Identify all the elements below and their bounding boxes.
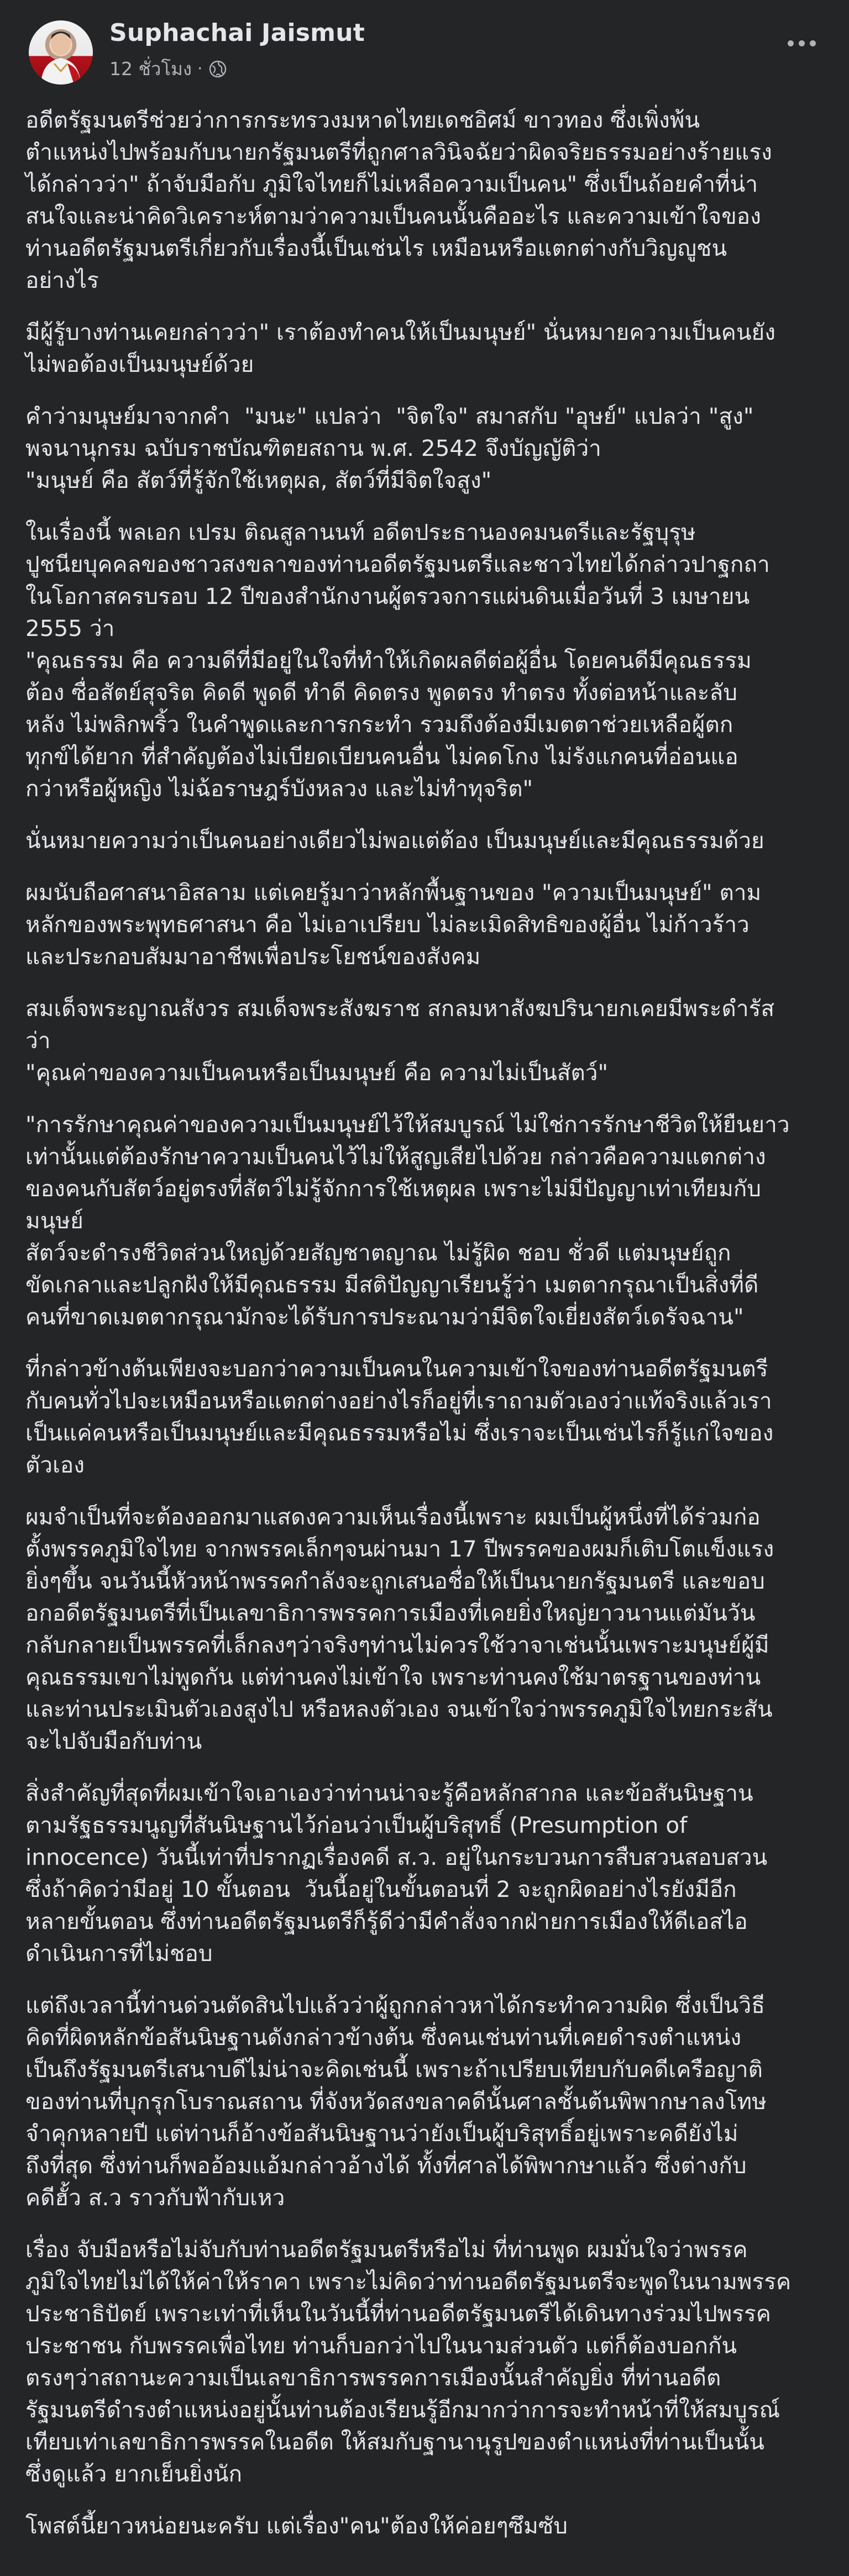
paragraph: "การรักษาคุณค่าของความเป็นมนุษย์ไว้ให้สมบูรณ์ ไม่ใช่การรักษาชีวิตให้ยืนยาว เท่านั้นแต่ต้องรักษาความเป็นคนไว้ไม่ให้สูญเสียไปด้วย กล่าวคือความแตกต่าง ของคนกับสัตว์อยู่ตรงที่สัตว์ไม่รู้จักการใช้เหตุผล เพราะไม่มีปัญญาเท่าเทียมกับ มนุษย์ สัตว์จะดำรงชีวิตส่วนใหญ่ด้วยสัญชาตญาณ ไม่รู้ผิด ชอบ ชั่วดี แต่มนุษย์ถูก ขัดเกลาและปลูกฝังให้มีคุณธรรม มีสติปัญญาเรียนรู้ว่า เมตตากรุณาเป็นสิ่งที่ดี คนที่ขาดเมตตากรุณามักจะได้รับการประณามว่ามีจิตใจเยี่ยงสัตว์เดรัจฉาน"	[25, 1111, 790, 1330]
paragraph: แต่ถึงเวลานี้ท่านด่วนตัดสินไปแล้วว่าผู้ถูกกล่าวหาได้กระทำความผิด ซึ่งเป็นวิธี คิดที่ผิดหลักข้อสันนิษฐานดังกล่าวข้างต้น ซึ่งคนเช่นท่านที่เคยดำรงตำแหน่ง เป็นถึงรัฐมนตรีเสนาบดีไม่น่าจะคิดเช่นนี้ เพราะถ้าเปรียบเทียบกับคดีเครือญาติ ของท่านที่บุกรุกโบราณสถาน ที่จังหวัดสงขลาคดีนั้นศาลชั้นต้นพิพากษาลงโทษ จำคุกหลายปี แต่ท่านก็อ้างข้อสันนิษฐานว่ายังเป็นผู้บริสุทธิ์อยู่เพราะคดียังไม่ ถึงที่สุด ซึ่งท่านก็พออ้อมแอ้มกล่าวอ้างได้ ทั้งที่ศาลได้พิพากษาแล้ว ซึ่งต่างกับ คดีฮั้ว ส.ว ราวกับฟ้ากับเหว	[25, 1992, 767, 2211]
paragraph: นั่นหมายความว่าเป็นคนอย่างเดียวไม่พอแต่ต้อง เป็นมนุษย์และมีคุณธรรมด้วย	[25, 827, 764, 854]
post-timestamp[interactable]: 12 ชั่วโมง	[109, 58, 192, 80]
author-name[interactable]: Suphachai Jaismut	[109, 19, 365, 47]
paragraph: เรื่อง จับมือหรือไม่จับกับท่านอดีตรัฐมนตรีหรือไม่ ที่ท่านพูด ผมมั่นใจว่าพรรค ภูมิใจไทยไม่ได้ให้ค่าให้ราคา เพราะไม่คิดว่าท่านอดีตรัฐมนตรีจะพูดในนามพรรค ประชาธิปัตย์ เพราะเท่าที่เห็นในวันนี้ที่ท่านอดีตรัฐมนตรีได้เดินทางร่วมไปพรรค ประชาชน กับพรรคเพื่อไทย ท่านก็บอกว่าไปในนามส่วนตัว แต่ก็ต้องบอกกัน ตรงๆว่าสถานะความเป็นเลขาธิการพรรคการเมืองนั้นสำคัญยิ่ง ที่ท่านอดีต รัฐมนตรีดำรงตำแหน่งอยู่นั้นท่านต้องเรียนรู้อีกมากว่าการจะทำหน้าที่ให้สมบูรณ์ เทียบเท่าเลขาธิการพรรคในอดีต ให้สมกับฐานานุรูปของตำแหน่งที่ท่านเป็นนั้น ซึ่งดูแล้ว ยากเย็นยิ่งนัก	[25, 2236, 792, 2487]
paragraph: คำว่ามนุษย์มาจากคำ "มนะ" แปลว่า "จิตใจ" สมาสกับ "อุษย์" แปลว่า "สูง" พจนานุกรม ฉบับราชบัณฑิตยสถาน พ.ศ. 2542 จึงบัญญัติว่า "มนุษย์ คือ สัตว์ที่รู้จักใช้เหตุผล, สัตว์ที่มีจิตใจสูง"	[25, 403, 754, 493]
post-body	[25, 104, 824, 2562]
paragraph: มีผู้รู้บางท่านเคยกล่าวว่า" เราต้องทำคนให้เป็นมนุษย์" นั่นหมายความเป็นคนยัง ไม่พอต้องเป็นมนุษย์ด้วย	[25, 319, 776, 377]
globe-icon[interactable]	[208, 60, 227, 78]
paragraph: สิ่งสำคัญที่สุดที่ผมเข้าใจเอาเองว่าท่านน่าจะรู้คือหลักสากล และข้อสันนิษฐาน ตามรัฐธรรมนูญที่สันนิษฐานไว้ก่อนว่าเป็นผู้บริสุทธิ์ (Presumption of innocence) วันนี้เท่าที่ปรากฏเรื่องคดี ส.ว. อยู่ในกระบวนการสืบสวนสอบสวน ซึ่งถ้าคิดว่ามีอยู่ 10 ขั้นตอน วันนี้อยู่ในขั้นตอนที่ 2 จะถูกผิดอย่างไรยังมีอีก หลายขั้นตอน ซึ่งท่านอดีตรัฐมนตรีก็รู้ดีว่ามีคำสั่งจากฝ่ายการเมืองให้ดีเอสไอ ดำเนินการที่ไม่ชอบ	[25, 1780, 768, 1967]
paragraph: ผมนับถือศาสนาอิสลาม แต่เคยรู้มาว่าหลักพื้นฐานของ "ความเป็นมนุษย์" ตาม หลักของพระพุทธศาสนา คือ ไม่เอาเปรียบ ไม่ละเมิดสิทธิของผู้อื่น ไม่ก้าวร้าว และประกอบสัมมาอาชีพเพื่อประโยชน์ของสังคม	[25, 879, 762, 970]
post-meta	[109, 54, 227, 83]
avatar[interactable]	[29, 20, 93, 85]
paragraph: สมเด็จพระญาณสังวร สมเด็จพระสังฆราช สกลมหาสังฆปรินายกเคยมีพระดำรัส ว่า "คุณค่าของความเป็นคนหรือเป็นมนุษย์ คือ ความไม่เป็นสัตว์"	[25, 995, 775, 1086]
more-options-icon[interactable]	[779, 27, 824, 60]
paragraph: ในเรื่องนี้ พลเอก เปรม ติณสูลานนท์ อดีตประธานองคมนตรีและรัฐบุรุษ ปูชนียบุคคลของชาวสงขลาของท่านอดีตรัฐมนตรีและชาวไทยได้กล่าวปาฐกถา ในโอกาสครบรอบ 12 ปีของสำนักงานผู้ตรวจการแผ่นดินเมื่อวันที่ 3 เมษายน 2555 ว่า "คุณธรรม คือ ความดีที่มีอยู่ในใจที่ทำให้เกิดผลดีต่อผู้อื่น โดยคนดีมีคุณธรรม ต้อง ซื่อสัตย์สุจริต คิดดี พูดดี ทำดี คิดตรง พูดตรง ทำตรง ทั้งต่อหน้าและลับ หลัง ไม่พลิกพริ้ว ในคำพูดและการกระทำ รวมถึงต้องมีเมตตาช่วยเหลือผู้ตก ทุกข์ได้ยาก ที่สำคัญต้องไม่เบียดเบียนคนอื่น ไม่คดโกง ไม่รังแกคนที่อ่อนแอ กว่าหรือผู้หญิง ไม่ฉ้อราษฎร์บังหลวง และไม่ทำทุจริต"	[25, 519, 770, 802]
paragraph: ผมจำเป็นที่จะต้องออกมาแสดงความเห็นเรื่องนี้เพราะ ผมเป็นผู้หนึ่งที่ได้ร่วมก่อ ตั้งพรรคภูมิใจไทย จากพรรคเล็กๆจนผ่านมา 17 ปีพรรคของผมก็เติบโตแข็งแรง ยิ่งๆขึ้น จนวันนี้หัวหน้าพรรคกำลังจะถูกเสนอชื่อให้เป็นนายกรัฐมนตรี และขอบ อกอดีตรัฐมนตรีที่เป็นเลขาธิการพรรคการเมืองที่เคยยิ่งใหญ่ยาวนานแต่มันวัน กลับกลายเป็นพรรคที่เล็กลงๆว่าจริงๆท่านไม่ควรใช้วาจาเช่นนั้นเพราะมนุษย์ผู้มี คุณธรรมเขาไม่พูดกัน แต่ท่านคงไม่เข้าใจ เพราะท่านคงใช้มาตรฐานของท่าน และท่านประเมินตัวเองสูงไป หรือหลงตัวเอง จนเข้าใจว่าพรรคภูมิใจไทยกระสัน จะไปจับมือกับท่าน	[25, 1503, 774, 1754]
post-header	[0, 0, 849, 94]
paragraph: โพสต์นี้ยาวหน่อยนะครับ แต่เรื่อง"คน"ต้องให้ค่อยๆซึมซับ	[25, 2512, 568, 2539]
paragraph: ที่กล่าวข้างต้นเพียงจะบอกว่าความเป็นคนในความเข้าใจของท่านอดีตรัฐมนตรี กับคนทั่วไปจะเหมือนหรือแตกต่างอย่างไรก็อยู่ที่เราถามตัวเองว่าแท้จริงแล้วเรา เป็นแค่คนหรือเป็นมนุษย์และมีคุณธรรมหรือไม่ ซึ่งเราจะเป็นเช่นไรก็รู้แก่ใจของ ตัวเอง	[25, 1355, 774, 1478]
paragraph: อดีตรัฐมนตรีช่วยว่าการกระทรวงมหาดไทยเดชอิศม์ ขาวทอง ซึ่งเพิ่งพ้น ตำแหน่งไปพร้อมกับนายกรัฐมนตรีที่ถูกศาลวินิจฉัยว่าผิดจริยธรรมอย่างร้ายแรง ได้กล่าวว่า" ถ้าจับมือกับ ภูมิใจไทยก็ไม่เหลือความเป็นคน" ซึ่งเป็นถ้อยคำที่น่า สนใจและน่าคิดวิเคราะห์ตามว่าความเป็นคนนั้นคืออะไร และความเข้าใจของ ท่านอดีตรัฐมนตรีเกี่ยวกับเรื่องนี้เป็นเช่นไร เหมือนหรือแตกต่างกับวิญญูชน อย่างไร	[25, 107, 772, 293]
meta-separator: ·	[197, 59, 203, 78]
